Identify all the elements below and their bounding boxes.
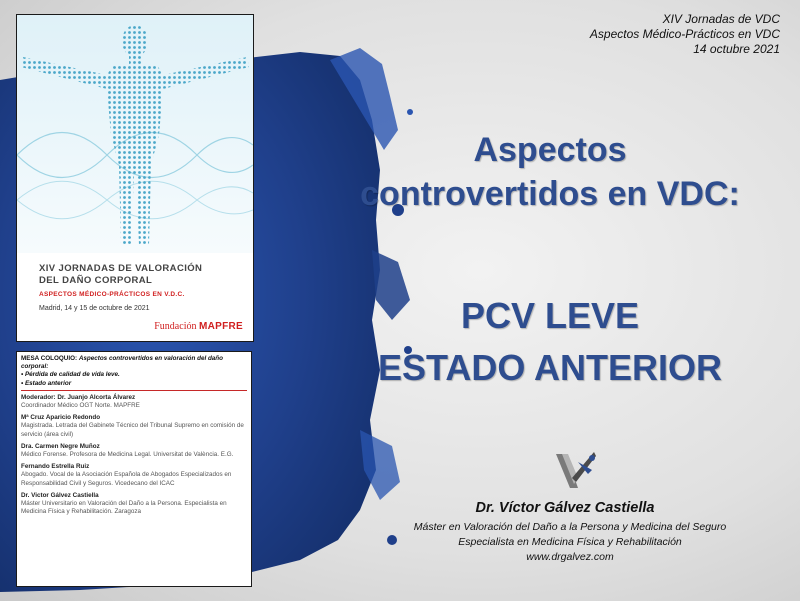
human-figure-illustration [17,15,253,253]
slide-subtitle [300,290,800,394]
title-line1: Aspectos [473,131,627,169]
event-poster [16,14,254,342]
poster-title [39,263,239,287]
program-heading [21,355,247,371]
title-line3: PCV LEVE [460,295,640,336]
panelist [21,394,247,410]
slide-header [590,12,780,57]
title-line4: ESTADO ANTERIOR [377,347,722,388]
author-credential: Máster en Valoración del Daño a la Persona y Medicina del Seguro [413,521,727,533]
panelist [21,414,247,439]
brand-mapfre: MAPFRE [198,321,243,332]
panelist-name: Dra. Carmen Negre Muñoz [21,442,100,450]
panelist-name: Dr. Victor Gálvez Castiella [21,491,99,499]
header-topic: Aspectos Médico-Prácticos en VDC [589,27,780,41]
panelist-role: Abogado. Vocal de la Asociación Española de Abogados Especializados en Responsabilidad Civil y Seguros. Vicedecano del ICAC [21,471,232,487]
program-heading-topic: Aspectos controvertidos en valoración del daño corporal: [21,355,224,371]
panelist-role: Magistrada. Letrada del Gabinete Técnico del Tribunal Supremo en comisión de servicio (área civil) [21,422,244,438]
program-bullet: • Estado anterior [21,379,72,387]
divider [21,390,247,391]
brand-fundacion: Fundación [154,321,199,332]
drgalvez-logo-icon [548,448,600,494]
author-specialty: Especialista en Medicina Física y Rehabilitación [458,536,682,548]
panelist [21,463,247,488]
author-name: Dr. Víctor Gálvez Castiella [475,500,655,516]
title-line2: controvertidos en VDC: [360,175,740,213]
program-heading-label: MESA COLOQUIO: [21,355,78,362]
panelist-role: Máster Universitario en Valoración del Daño a la Persona. Especialista en Medicina Física y Rehabilitación. Zaragoza [21,500,227,516]
program-bullet: • Pérdida de calidad de vida leve. [21,371,120,379]
poster-date: Madrid, 14 y 15 de octubre de 2021 [39,305,150,312]
header-date: 14 octubre 2021 [693,42,780,56]
poster-title-line1: XIV JORNADAS DE VALORACIÓN [39,263,203,274]
panel-program [16,351,252,587]
poster-title-line2: DEL DAÑO CORPORAL [39,275,153,286]
panelist [21,492,247,517]
panelist [21,443,247,459]
panelist-role: Coordinador Médico OGT Norte. MAPFRE [21,402,140,410]
poster-subtitle: ASPECTOS MÉDICO-PRÁCTICOS EN V.D.C. [39,291,185,298]
header-event: XIV Jornadas de VDC [662,12,780,26]
panelist-role: Médico Forense. Profesora de Medicina Legal. Universitat de València. E.G. [21,451,234,459]
author-website: www.drgalvez.com [526,551,614,563]
panelist-name: Mª Cruz Aparicio Redondo [21,414,101,422]
panelist-name: Fernando Estrella Ruiz [21,463,90,471]
slide-title [300,128,800,216]
panelist-name: Moderador: Dr. Juanjo Alcorta Álvarez [21,393,136,401]
mapfre-logo [154,321,243,332]
